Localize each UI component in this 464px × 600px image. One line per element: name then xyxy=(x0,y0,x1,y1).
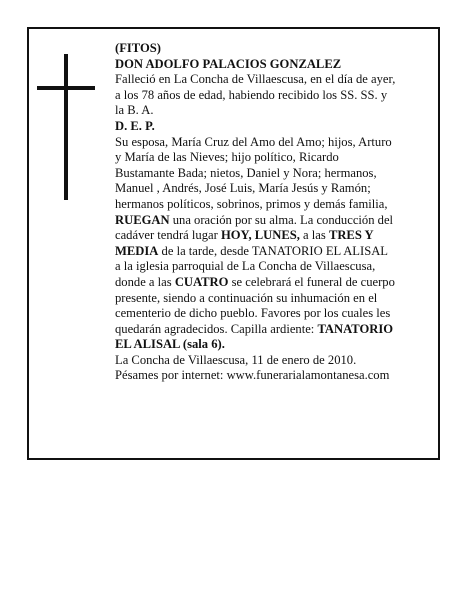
place-date: La Concha de Villaescusa, 11 de enero de 2010. xyxy=(115,352,357,367)
request-line: presente, siendo a continuación su inhumación en el xyxy=(115,290,378,305)
request-line: EL ALISAL (sala 6). xyxy=(115,337,225,352)
request-line: MEDIA de la tarde, desde TANATORIO EL ALISAL xyxy=(115,243,388,258)
family-line: Su esposa, María Cruz del Amo del Amo; hijos, Arturo xyxy=(115,134,392,149)
request-line: RUEGAN una oración por su alma. La conducción del xyxy=(115,212,394,227)
obituary-notice xyxy=(27,27,440,460)
obituary-text xyxy=(115,41,437,384)
family-line: Manuel , Andrés, José Luis, María Jesús y Ramón; xyxy=(115,181,371,196)
condolences-line: Pésames por internet: www.funerarialamontanesa.com xyxy=(115,368,390,383)
death-line: a los 78 años de edad, habiendo recibido los SS. SS. y xyxy=(115,87,388,102)
request-line: cementerio de dicho pueblo. Favores por los cuales les xyxy=(115,306,391,321)
death-line: la B. A. xyxy=(115,103,154,118)
nickname: (FITOS) xyxy=(115,41,161,55)
deceased-name: DON ADOLFO PALACIOS GONZALEZ xyxy=(115,56,342,71)
family-line: y María de las Nieves; hijo político, Ricardo xyxy=(115,150,339,165)
request-line: cadáver tendrá lugar HOY, LUNES, a las TRES Y xyxy=(115,228,374,243)
death-line: Falleció en La Concha de Villaescusa, en el día de ayer, xyxy=(115,72,396,87)
cross-icon xyxy=(37,54,95,200)
rip-heading: D. E. P. xyxy=(115,118,155,133)
request-line: donde a las CUATRO se celebrará el funeral de cuerpo xyxy=(115,274,395,289)
family-line: hermanos políticos, sobrinos, primos y demás familia, xyxy=(115,196,388,211)
cross-vertical-bar xyxy=(64,54,68,200)
request-line: a la iglesia parroquial de La Concha de Villaescusa, xyxy=(115,259,376,274)
cross-horizontal-bar xyxy=(37,86,95,90)
request-line: quedarán agradecidos. Capilla ardiente: TANATORIO xyxy=(115,321,394,336)
family-line: Bustamante Bada; nietos, Daniel y Nora; hermanos, xyxy=(115,165,377,180)
